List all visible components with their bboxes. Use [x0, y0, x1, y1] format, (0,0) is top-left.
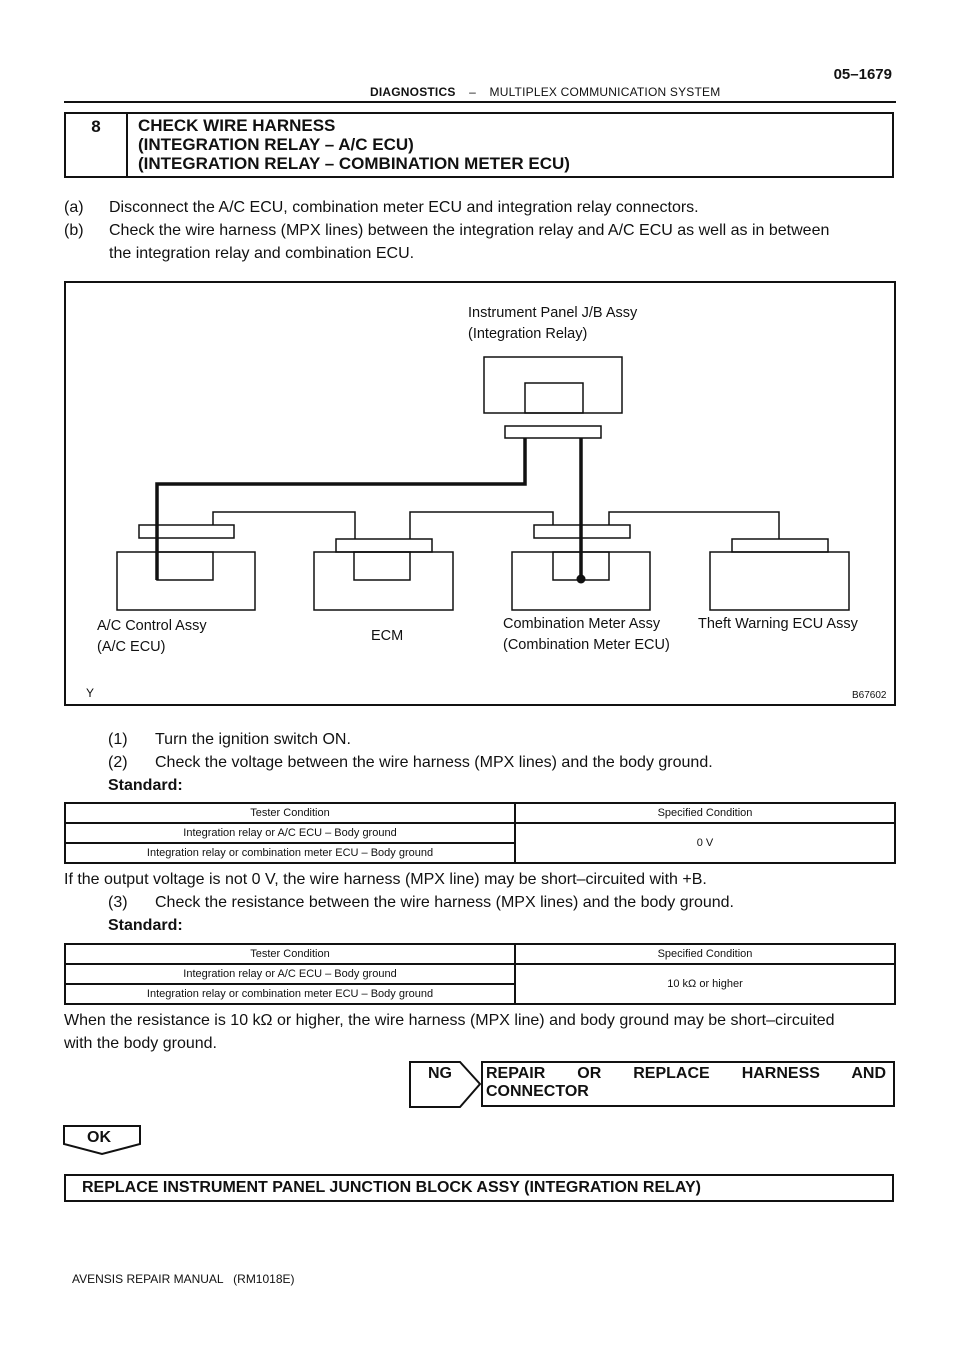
instruction-a-marker: (a) — [64, 199, 84, 216]
ng-action-line2: CONNECTOR — [486, 1083, 589, 1100]
ng-action-line1: REPAIR OR REPLACE HARNESS AND — [486, 1065, 886, 1082]
table-cell: Integration relay or A/C ECU – Body ground — [65, 964, 515, 984]
instruction-b-text-line1: Check the wire harness (MPX lines) between the integration relay and A/C ECU as well as in between — [109, 222, 830, 239]
footer-manual-title: AVENSIS REPAIR MANUAL (RM1018E) — [72, 1272, 295, 1286]
table-header: Specified Condition — [515, 803, 895, 823]
diagram-mark: Y — [86, 686, 95, 700]
section-name: DIAGNOSTICS — [370, 85, 456, 99]
table-cell: Integration relay or combination meter ECU – Body ground — [65, 984, 515, 1004]
instruction-a-text: Disconnect the A/C ECU, combination meter ECU and integration relay connectors. — [109, 199, 699, 216]
header-separator: – — [469, 85, 476, 99]
ecm-connector — [336, 539, 432, 552]
table-value: 10 kΩ or higher — [515, 964, 895, 1004]
substep-3-text: Check the resistance between the wire harness (MPX lines) and the body ground. — [155, 894, 734, 911]
integration-relay-connector — [505, 426, 601, 438]
integration-relay-label — [468, 303, 637, 345]
ecm-inner — [354, 552, 410, 580]
resistance-note-line2: with the body ground. — [64, 1035, 217, 1052]
theft-box — [710, 552, 849, 610]
voltage-note: If the output voltage is not 0 V, the wire harness (MPX line) may be short–circuited with +B. — [64, 871, 707, 888]
substep-1-marker: (1) — [108, 731, 128, 748]
mpx-line-relay-ac — [157, 438, 525, 580]
subsection-name: MULTIPLEX COMMUNICATION SYSTEM — [489, 85, 721, 99]
splice-point — [577, 575, 586, 584]
ng-label: NG — [428, 1065, 452, 1082]
ac-ecu-label — [97, 616, 207, 658]
label-line: (A/C ECU) — [97, 639, 166, 655]
standard-label-2: Standard: — [108, 917, 183, 934]
ac-ecu-connector — [139, 525, 234, 538]
ng-action-text — [486, 1065, 886, 1101]
instruction-b-marker: (b) — [64, 222, 84, 239]
instruction-b-text-line2: the integration relay and combination ECU. — [109, 245, 415, 262]
table-cell: Integration relay or combination meter ECU – Body ground — [65, 843, 515, 863]
table-header: Tester Condition — [65, 803, 515, 823]
table-header: Specified Condition — [515, 944, 895, 964]
label-line: Instrument Panel J/B Assy — [468, 305, 638, 321]
theft-label: Theft Warning ECU Assy — [698, 616, 858, 632]
table-header: Tester Condition — [65, 944, 515, 964]
ac-ecu-inner — [157, 552, 213, 580]
substep-3-marker: (3) — [108, 894, 128, 911]
table-value: 0 V — [515, 823, 895, 863]
substep-2-marker: (2) — [108, 754, 128, 771]
page-number: 05–1679 — [833, 66, 892, 83]
step-title-line: (INTEGRATION RELAY – A/C ECU) — [138, 135, 414, 154]
step-title-line: CHECK WIRE HARNESS — [138, 116, 336, 135]
mpx-line-meter-theft — [609, 512, 779, 539]
substep-2-text: Check the voltage between the wire harness (MPX lines) and the body ground. — [155, 754, 713, 771]
table-cell: Integration relay or A/C ECU – Body ground — [65, 823, 515, 843]
substep-1-text: Turn the ignition switch ON. — [155, 731, 351, 748]
step-title-line: (INTEGRATION RELAY – COMBINATION METER ECU) — [138, 154, 570, 173]
label-line: (Combination Meter ECU) — [503, 637, 670, 653]
ac-ecu-box — [117, 552, 255, 610]
figure-id: B67602 — [852, 690, 887, 701]
label-line: A/C Control Assy — [97, 618, 207, 634]
meter-label — [503, 614, 670, 656]
mpx-line-ecm-meter — [410, 512, 553, 539]
integration-relay-box — [484, 357, 622, 413]
step-number: 8 — [66, 114, 128, 176]
voltage-spec-table — [64, 802, 896, 864]
theft-connector — [732, 539, 828, 552]
ok-label: OK — [87, 1129, 111, 1146]
final-action-box: REPLACE INSTRUMENT PANEL JUNCTION BLOCK ASSY (INTEGRATION RELAY) — [64, 1174, 894, 1202]
standard-label: Standard: — [108, 777, 183, 794]
ecm-box — [314, 552, 453, 610]
resistance-note-line1: When the resistance is 10 kΩ or higher, the wire harness (MPX line) and body ground may be short–circuited — [64, 1012, 835, 1029]
ecm-label: ECM — [371, 628, 404, 644]
label-line: (Integration Relay) — [468, 326, 588, 342]
label-line: Combination Meter Assy — [503, 616, 661, 632]
integration-relay-inner — [525, 383, 583, 413]
resistance-spec-table — [64, 943, 896, 1005]
